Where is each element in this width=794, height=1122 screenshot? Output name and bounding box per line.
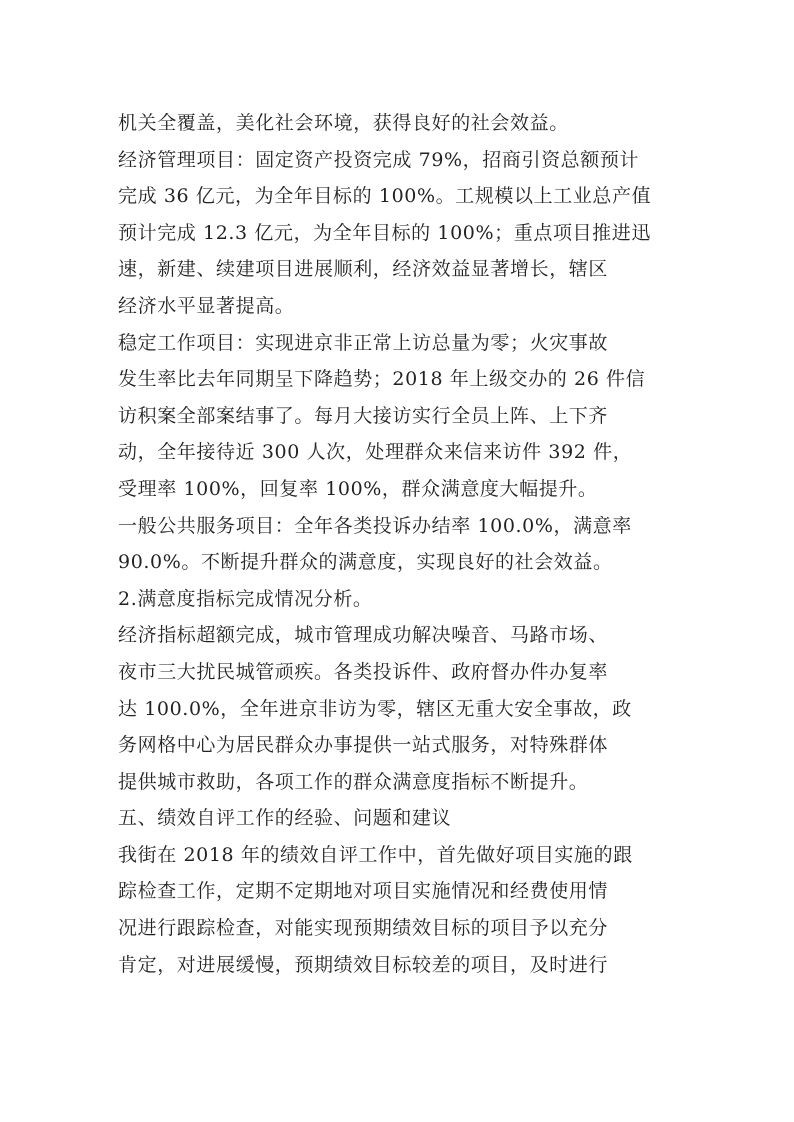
document-body bbox=[118, 105, 678, 983]
text-line: 肯定，对进展缓慢，预期绩效目标较差的项目，及时进行 bbox=[118, 953, 609, 976]
text-line: 经济水平显著提高。 bbox=[118, 294, 295, 317]
text-line: 预计完成 12.3 亿元，为全年目标的 100%；重点项目推进迅 bbox=[118, 221, 651, 244]
text-line: 2.满意度指标完成情况分析。 bbox=[118, 587, 373, 610]
text-line: 夜市三大扰民城管顽疾。各类投诉件、政府督办件办复率 bbox=[118, 660, 609, 683]
text-line: 经济指标超额完成，城市管理成功解决噪音、马路市场、 bbox=[118, 624, 609, 647]
text-line: 机关全覆盖，美化社会环境，获得良好的社会效益。 bbox=[118, 112, 569, 134]
text-line: 稳定工作项目：实现进京非正常上访总量为零；火灾事故 bbox=[118, 331, 609, 354]
text-line: 我街在 2018 年的绩效自评工作中，首先做好项目实施的跟 bbox=[118, 843, 633, 866]
text-line: 经济管理项目：固定资产投资完成 79%，招商引资总额预计 bbox=[118, 148, 640, 171]
text-line: 受理率 100%，回复率 100%，群众满意度大幅提升。 bbox=[118, 477, 598, 500]
text-line: 达 100.0%，全年进京非访为零，辖区无重大安全事故，政 bbox=[118, 697, 632, 720]
text-line: 况进行跟踪检查，对能实现预期绩效目标的项目予以充分 bbox=[118, 917, 609, 940]
text-line: 务网格中心为居民群众办事提供一站式服务，对特殊群体 bbox=[118, 734, 609, 757]
text-line: 提供城市救助，各项工作的群众满意度指标不断提升。 bbox=[118, 770, 589, 793]
text-line: 一般公共服务项目：全年各类投诉办结率 100.0%，满意率 bbox=[118, 514, 632, 537]
text-line: 速，新建、续建项目进展顺利，经济效益显著增长，辖区 bbox=[118, 258, 609, 281]
text-line: 访积案全部案结事了。每月大接访实行全员上阵、上下齐 bbox=[118, 404, 609, 427]
text-line: 发生率比去年同期呈下降趋势；2018 年上级交办的 26 件信 bbox=[118, 368, 646, 391]
text-line: 90.0%。不断提升群众的满意度，实现良好的社会效益。 bbox=[118, 551, 613, 574]
text-line: 踪检查工作，定期不定期地对项目实施情况和经费使用情 bbox=[118, 880, 609, 903]
text-line: 完成 36 亿元，为全年目标的 100%。工规模以上工业总产值 bbox=[118, 185, 652, 208]
text-line: 动，全年接待近 300 人次，处理群众来信来访件 392 件， bbox=[118, 441, 633, 464]
section-heading: 五、绩效自评工作的经验、问题和建议 bbox=[118, 807, 452, 830]
